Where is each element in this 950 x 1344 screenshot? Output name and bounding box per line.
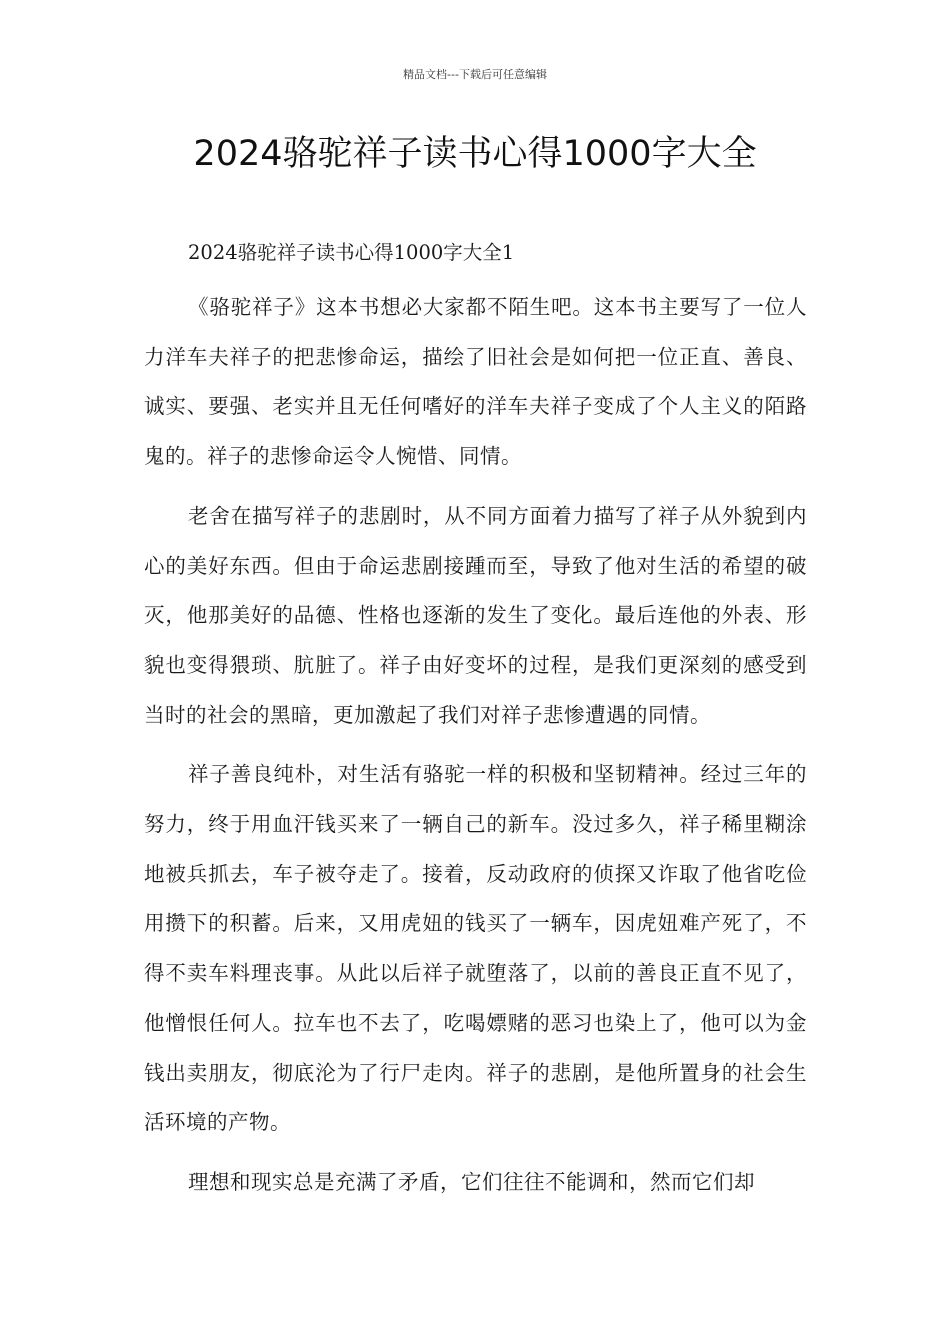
paragraph-4: 理想和现实总是充满了矛盾，它们往往不能调和，然而它们却 [188,1169,755,1194]
document-title: 2024骆驼祥子读书心得1000字大全 [193,134,757,174]
document-body [144,233,807,1208]
paragraph-3: 祥子善良纯朴，对生活有骆驼一样的积极和坚韧精神。经过三年的努力，终于用血汗钱买来了一辆自己的新车。没过多久，祥子稀里糊涂地被兵抓去，车子被夺走了。接着，反动政府的侦探又诈取了他省吃俭用攒下的积蓄。后来，又用虎妞的钱买了一辆车，因虎妞难产死了，不得不卖车料理丧事。从此以后祥子就堕落了，以前的善良正直不见了，他憎恨任何人。拉车也不去了，吃喝嫖赌的恶习也染上了，他可以为金钱出卖朋友，彻底沦为了行尸走肉。祥子的悲剧，是他所置身的社会生活环境的产物。 [144,762,807,1135]
paragraph-1: 《骆驼祥子》这本书想必大家都不陌生吧。这本书主要写了一位人力洋车夫祥子的把悲惨命运，描绘了旧社会是如何把一位正直、善良、诚实、要强、老实并且无任何嗜好的洋车夫祥子变成了个人主义的陌路鬼的。祥子的悲惨命运令人惋惜、同情。 [144,295,807,469]
header-note: 精品文档---下载后可任意编辑 [403,68,547,81]
section-subtitle: 2024骆驼祥子读书心得1000字大全1 [188,241,515,264]
paragraph-2: 老舍在描写祥子的悲剧时，从不同方面着力描写了祥子从外貌到内心的美好东西。但由于命运悲剧接踵而至，导致了他对生活的希望的破灭，他那美好的品德、性格也逐渐的发生了变化。最后连他的外表、形貌也变得猥琐、肮脏了。祥子由好变坏的过程，是我们更深刻的感受到当时的社会的黑暗，更加激起了我们对祥子悲惨遭遇的同情。 [144,503,807,727]
